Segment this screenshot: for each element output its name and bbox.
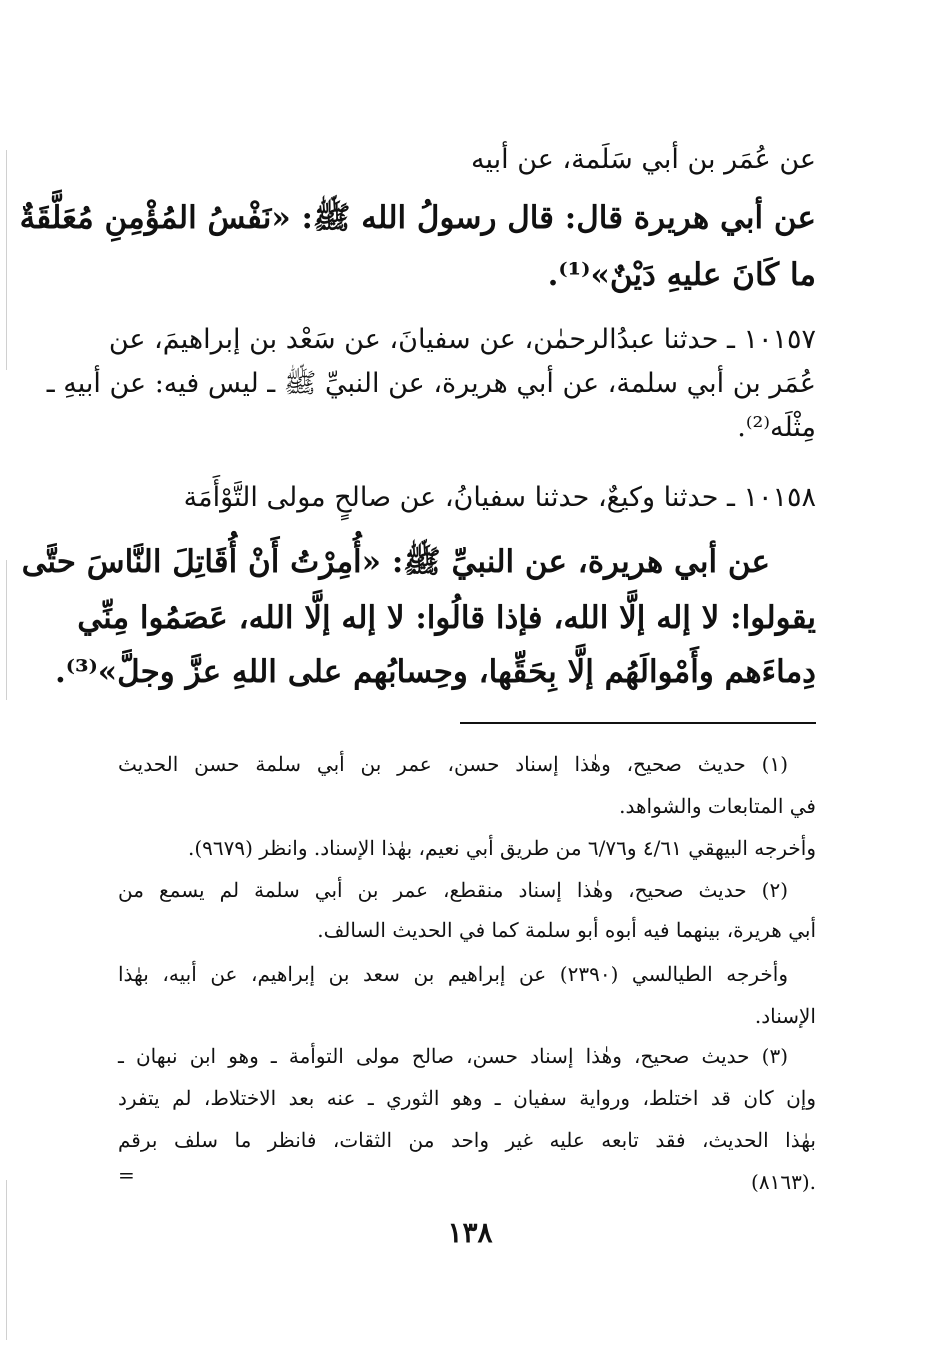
hadith-text-line: ما كَانَ عليهِ دَيْنٌ»⁽¹⁾. bbox=[547, 257, 816, 293]
footnote-line: وأخرجه الطيالسي (٢٣٩٠) عن إبراهيم بن سعد بن إبراهيم، عن أبيه، بهٰذا bbox=[118, 962, 788, 986]
main-text-line: عن عُمَر بن أبي سَلَمة، عن أبيه bbox=[470, 144, 816, 175]
footnote-continuation-mark: = bbox=[118, 1163, 135, 1187]
footnote-line: الإسناد. bbox=[754, 1004, 816, 1028]
hadith-number-line: ١٠١٥٨ ـ حدثنا وكيعٌ، حدثنا سفيانُ، عن صالحٍ مولى التَّوْأَمَة bbox=[183, 482, 816, 513]
scan-edge-mark bbox=[6, 560, 7, 700]
scan-edge-mark bbox=[6, 150, 7, 370]
footnote-line: أبي هريرة، بينهما فيه أبوه أبو سلمة كما في الحديث السالف. bbox=[317, 918, 816, 942]
footnote-line: وإن كان قد اختلط، ورواية سفيان ـ وهو الثوري ـ عنه بعد الاختلاط، لم يتفرد bbox=[118, 1086, 816, 1110]
footnote-line: وأخرجه البيهقي ٤/٦١ و٦/٧٦ من طريق أبي نعيم، بهٰذا الإسناد. وانظر (٩٦٧٩). bbox=[187, 836, 816, 860]
footnote-line: (٣) حديث صحيح، وهٰذا إسناد حسن، صالح مولى التوأمة ـ وهو ابن نبهان ـ bbox=[118, 1044, 788, 1068]
hadith-text-line: دِماءَهم وأَمْوالَهُم إلَّا بِحَقِّها، وحِسابُهم على اللهِ عزَّ وجلَّ»⁽³⁾. bbox=[54, 654, 816, 690]
footnote-line: في المتابعات والشواهد. bbox=[619, 794, 816, 818]
hadith-text-line: عن أبي هريرة، عن النبيِّ ﷺ: «أُمِرْتُ أَنْ أُقَاتِلَ النَّاسَ حتَّى bbox=[21, 544, 770, 580]
scan-edge-mark bbox=[6, 1180, 7, 1340]
footnote-line: بهٰذا الحديث، فقد تابعه عليه غير واحد من الثقات، فانظر ما سلف برقم bbox=[118, 1128, 816, 1152]
hadith-text-line: عن أبي هريرة قال: قال رسولُ الله ﷺ: «نَفْسُ المُؤْمِنِ مُعَلَّقَةٌ bbox=[19, 200, 816, 236]
hadith-text-line: يقولوا: لا إله إلَّا الله، فإذا قالُوا: لا إله إلَّا الله، عَصَمُوا مِنِّي bbox=[77, 600, 816, 636]
main-text-line: مِثْلَه⁽²⁾. bbox=[737, 412, 816, 443]
page-number: ١٣٨ bbox=[447, 1216, 493, 1249]
footnote-line: (١) حديث صحيح، وهٰذا إسناد حسن، عمر بن أبي سلمة حسن الحديث bbox=[118, 752, 788, 776]
footnote-line: (٢) حديث صحيح، وهٰذا إسناد منقطع، عمر بن أبي سلمة لم يسمع من bbox=[118, 878, 788, 902]
main-text-line: عُمَر بن أبي سلمة، عن أبي هريرة، عن النبيِّ ﷺ ـ ليس فيه: عن أبيهِ ـ bbox=[46, 368, 816, 399]
footnote-line: (٨١٦٣). bbox=[751, 1170, 816, 1194]
hadith-number-line: ١٠١٥٧ ـ حدثنا عبدُالرحمٰن، عن سفيانَ، عن سَعْد بن إبراهيمَ، عن bbox=[108, 324, 816, 355]
footnote-divider bbox=[460, 722, 816, 724]
